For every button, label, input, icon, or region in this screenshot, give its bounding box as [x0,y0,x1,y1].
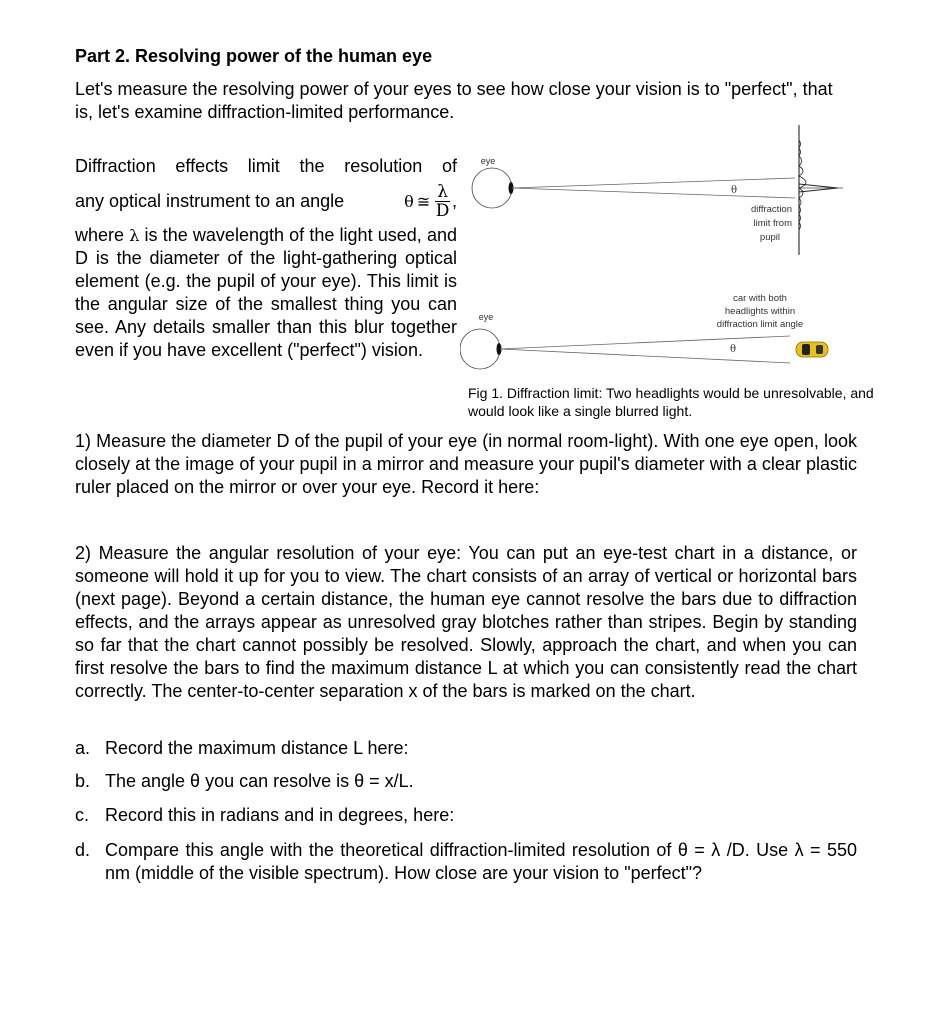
top-eye-label: eye [480,156,496,166]
svg-text:diffraction limit angle: diffraction limit angle [716,319,804,330]
diffraction-figure [460,120,860,380]
intro-paragraph: Let's measure the resolving power of your eyes to see how close your vision is to "perfect", that is, let's examine diffraction-limited performance. [75,79,833,122]
sub-item-c: c. Record this in radians and in degrees, here: [75,805,455,825]
svg-text:car with both: car with both [733,293,787,304]
equation-line [75,178,457,224]
sub-item-b: b. The angle θ you can resolve is θ = x/L. [75,771,414,791]
approx-symbol: ≅ [416,191,431,211]
svg-text:headlights within: headlights within [724,306,796,317]
figure-diagram [460,120,860,380]
equation-comma: , [451,190,457,211]
svg-text:limit from: limit from [753,218,792,229]
explanation-rest: is the wavelength of the light used, and D is the diameter of the light-gathering optical element (e.g. the pupil of your eye). This limit is the angular size of the smallest thing you can see. Any details smaller than this blur together even if you have excellent ("perfect") vision. [75,225,457,360]
section-heading: Part 2. Resolving power of the human eye [75,46,433,66]
equation [404,183,457,220]
equation-prefix: any optical instrument to an angle [75,190,345,211]
theta-symbol: θ [404,191,414,211]
lambda-over-d-fraction [435,183,450,220]
svg-text:θ: θ [731,185,738,196]
svg-text:diffraction: diffraction [750,204,792,215]
eye-icon [460,329,500,369]
svg-text:eye: eye [478,312,494,322]
question-1: 1) Measure the diameter D of the pupil of your eye (in normal room-light). With one eye open, look closely at the image of your pupil in a mirror and measure your pupil's diameter with a clear plastic ruler placed on the mirror or over your eye. Record it here: [75,431,857,497]
fraction-denominator: D [435,200,450,221]
question-2: 2) Measure the angular resolution of your eye: You can put an eye-test chart in a distance, or someone will hold it up for you to view. The chart consists of an array of vertical or horizontal bars (next page). Beyond a certain distance, the human eye cannot resolve the bars due to diffraction effects, and the arrays appear as unresolved gray blotches rather than stripes. Begin by standing so far that the chart cannot possibly be resolved. Slowly, approach the chart, and when you can first resolve the bars to find the maximum distance L at which you can consistently read the chart correctly. The center-to-center separation x of the bars is marked on the chart. [75,543,857,701]
fraction-numerator: λ [437,181,448,202]
car-icon [796,342,828,357]
svg-text:θ: θ [730,344,737,355]
figure-caption: Fig 1. Diffraction limit: Two headlights would be unresolvable, and would look like a single blurred light. [468,385,874,419]
sub-item-a: a. Record the maximum distance L here: [75,738,409,758]
sub-item-d: d. Compare this angle with the theoretical diffraction-limited resolution of θ = λ /D. Use λ = 550 nm (middle of the visible spectrum). How close are your vision to "perfect"? [75,840,857,883]
svg-text:pupil: pupil [759,232,780,243]
diffraction-explanation [75,155,457,362]
eye-icon [472,168,512,208]
where-word: where [75,225,125,245]
lambda-symbol: λ [129,226,140,245]
explanation-line-1: Diffraction effects limit the resolution of [75,156,457,176]
